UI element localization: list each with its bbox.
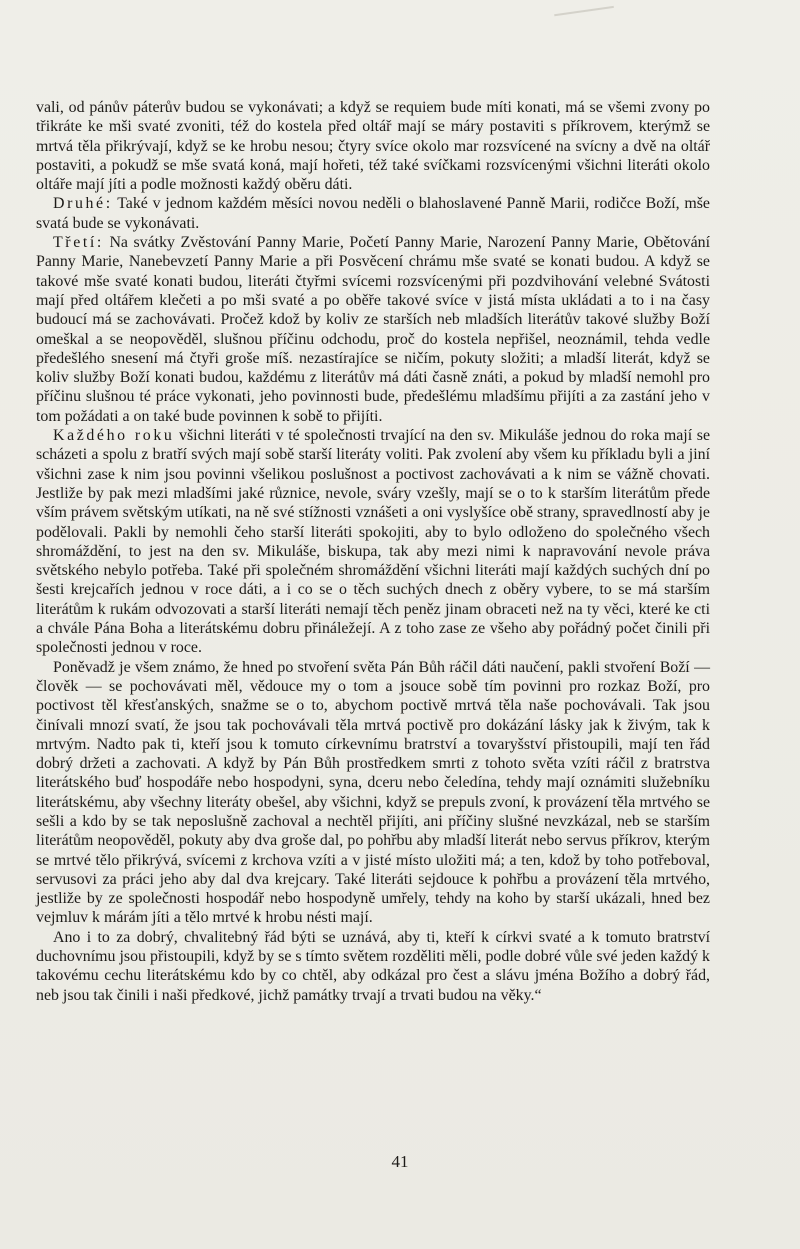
paragraph-text: Poněvadž je všem známo, že hned po stvoření světa Pán Bůh ráčil dáti naučení, pakli stvoření Boží — člověk — se pochovávati měl, vědouce my o tom a jsouce sobě tím povinni pro rozkaz Boží, pro poctivost těl křesťanských, snažme se o to, abychom poctivě mrtvá těla naše pochovávali. Tak jsou činívali mnozí svatí, že jsou tak pochovávali těla mrtvá poctivě pro dokázání lásky jak k živým, tak k mrtvým. Nadto pak ti, kteří jsou k tomuto církevnímu bratrství a tovaryšství přistoupili, mají ten řád dobrý držeti a zachovati. A když by Pán Bůh prostředkem smrti z tohoto světa vzíti ráčil z bratrstva literátského buď hospodáře nebo hospodyni, syna, dceru nebo čeledína, tehdy mají oznámiti služebníku literátskému, aby všechny literáty obešel, aby všichni, když se prepuls zvoní, k provázení těla mrtvého se sešli a kdo by se tak neposlušně zachoval a nechtěl přijíti, ani příčiny slušné nevzkázal, neb se starším literátům neopověděl, pokuty aby dva groše dal, po pohřbu aby mladší literát nebo servus příkrov, kterým se mrtvé tělo přikrývá, svícemi z krchova vzíti a v jisté místo uložiti má; a ten, kdož by toho potřeboval, servusovi za práci jeho aby dal dva krejcary. Také literáti sejdouce k pohřbu a provázení těla mrtvého, jestliže by ze společnosti hospodář nebo hospodyně umřely, tehdy na koho by starší ukázali, hned bez vejmluv k márám jíti a tělo mrtvé k hrobu nésti mají. (36, 658, 710, 927)
paragraph-lead: Každého roku (53, 427, 175, 445)
page-number: 41 (391, 1152, 409, 1171)
paragraph (36, 233, 710, 426)
paragraph-lead: Třetí: (53, 234, 104, 252)
ink-smudge (554, 6, 616, 30)
paragraph-text: všichni literáti v té společnosti trvající na den sv. Mikuláše jednou do roka mají se scházeti a spolu z bratří svých mají sobě starší literáty voliti. Pak zvolení aby všem ku příkladu byli a jiní všichni zase k nim jsou povinni všelikou poslušnost a poctivost zachovávati a k nim se vážně chovati. Jestliže by pak mezi mladšími jaké různice, nevole, sváry vzešly, mají se o to k starším literátům přede vším právem světským utíkati, na ně své stížnosti vznášeti a oni vyslyšíce obě strany, spravedlností aby je podělovali. Pakli by nemohli čeho starší literáti spokojiti, aby to bylo odloženo do společného všech shromáždění, to jest na den sv. Mikuláše, biskupa, tak aby mezi nimi k napravování nevole práva světského nebylo potřeba. Také při společném shromáždění všichni literáti mají každých suchých dní po šesti krejcařích jednou v roce dáti, a i co se o těch suchých dnech z oběry vybere, to se má starším literátům k rukám odvozovati a starší literáti nemají těch peněz jinam obraceti než na ty věci, které ke cti a chvále Pána Boha a literátskému dobru přináležejí. A z toho zase ze všeho aby pořádný počet činili při společnosti jednou v roce. (36, 427, 710, 657)
paragraph-lead: Druhé: (53, 195, 113, 213)
paragraph (36, 194, 710, 233)
body-text (36, 98, 710, 1005)
paragraph (36, 98, 710, 194)
paragraph-text: vali, od pánův páterův budou se vykonávati; a když se requiem bude míti konati, má se všemi zvony po třikráte ke mši svaté zvoniti, též do kostela před oltář mají se máry postaviti s příkrovem, kterýmž se mrtvá těla přikrývají, když se ke hrobu nesou; čtyry svíce okolo mar rozsvícené na svícny a dvě na oltář postaviti, a pokudž se mše svatá koná, mají hořeti, též také svíčkami rozsvícenými všichni literáti okolo oltáře mají jíti a podle možnosti každý oběru dáti. (36, 99, 710, 194)
paragraph-text: Ano i to za dobrý, chvalitebný řád býti se uznává, aby ti, kteří k církvi svaté a k tomuto bratrství duchovnímu jsou přistoupili, když by se s tímto světem rozděliti měli, podle dobré vůle své jeden každý k takovému cechu literátskému kdo by co chtěl, aby odkázal pro čest a slávu jména Božího a dobrý řád, neb jsou tak činili i naši předkové, jichž památky trvají a trvati budou na věky.“ (36, 928, 710, 1004)
paragraph-text: Také v jednom každém měsíci novou neděli o blahoslavené Panně Marii, rodičce Boží, mše svatá bude se vykonávati. (36, 195, 710, 232)
paragraph (36, 426, 710, 658)
paragraph-text: Na svátky Zvěstování Panny Marie, Početí Panny Marie, Narození Panny Marie, Obětování Panny Marie, Nanebevzetí Panny Marie a při Posvěcení chrámu mše svaté se konati budou. A když se takové mše svaté konati budou, literáti čtyřmi svícemi rozsvícenými při pozdvihování velebné Svátosti mají před oltářem klečeti a po mši svaté a po oběře takové svíce v jistá místa ukládati a to i na časy budoucí má se zachovávati. Pročež kdož by koliv ze starších neb mladších literátův takové služby Boží omeškal a se neopověděl, slušnou příčinu odchodu, proč do kostela nepřišel, neoznámil, tehda vedle předešlého snesení má čtyři groše míš. nezastírajíce se ničím, pokuty složiti; a mladší literát, když se koliv služby Boží konati budou, každému z literátův má dáti časně znáti, a pokud by mladší nemohl pro příčinu slušnou té práce vykonati, jeho povinnosti bude, předešlému mladšímu přijíti a za zastání jeho v tom požádati a on také bude povinnen k sobě to přijíti. (36, 234, 710, 425)
paragraph (36, 928, 710, 1005)
paragraph (36, 658, 710, 928)
